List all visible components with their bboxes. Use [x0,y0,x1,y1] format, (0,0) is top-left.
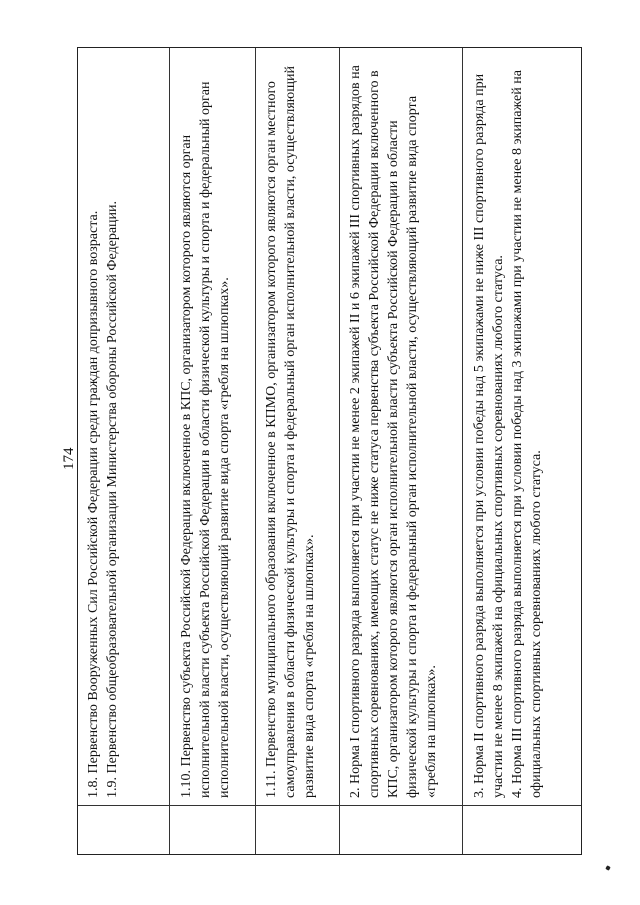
page-number: 174 [61,447,77,470]
document-table [77,47,582,855]
paragraph: 1.8. Первенство Вооруженных Сил Российской Федерации среди граждан допризывного возраста. [86,210,101,798]
left-empty-column [78,806,581,854]
row-divider [462,48,463,854]
paragraph: 2. Норма I спортивного разряда выполняется при участии не менее 2 экипажей II и 6 экипажей III спортивных разрядов на спортивных соревнованиях, имеющих статус не ниже статуса первенства субъекта Российской Федерации включенного в КПС, организатором которого являются орган исполнительной власти субъекта Российской Федерации в области физической культуры и спорта и федеральный орган исполнительной власти, осуществляющий развитие вида спорта «гребля на шлюпках». [348,65,439,798]
table-row-2 [177,54,234,798]
page-content [61,45,585,855]
row-divider [169,48,170,854]
table-row-3 [262,54,319,798]
paragraph: 1.11. Первенство муниципального образования включенное в КПМО, организатором которого являются орган местного самоуправления в области физической культуры и спорта и федеральный орган исполнительной власти, осуществляющий развитие вида спорта «гребля на шлюпках». [264,66,317,798]
rotated-page [61,45,585,855]
row-divider [255,48,256,854]
paragraph: 4. Норма III спортивного разряда выполняется при условии победы над 3 экипажами при участии не менее 8 экипажей на официальных спортивных соревнованиях любого статуса. [510,70,544,798]
table-row-4 [346,54,441,798]
table-row-5 [470,54,546,798]
column-divider [78,805,581,806]
paragraph: 1.9. Первенство общеобразовательной организации Министерства обороны Российской Федерации. [105,200,120,798]
scan-speck [605,865,610,870]
paragraph: 3. Норма II спортивного разряда выполняется при условии победы над 5 экипажами не ниже III спортивного разряда при участии не менее 8 экипажей на официальных спортивных соревнованиях любого статуса. [472,73,506,798]
row-divider [339,48,340,854]
table-row-1 [84,54,122,798]
paragraph: 1.10. Первенство субъекта Российской Федерации включенное в КПС, организатором которого являются орган исполнительной власти субъекта Российской Федерации в области физической культуры и спорта и федеральный орган исполнительной власти, осуществляющий развитие вида спорта «гребля на шлюпках». [179,81,232,798]
